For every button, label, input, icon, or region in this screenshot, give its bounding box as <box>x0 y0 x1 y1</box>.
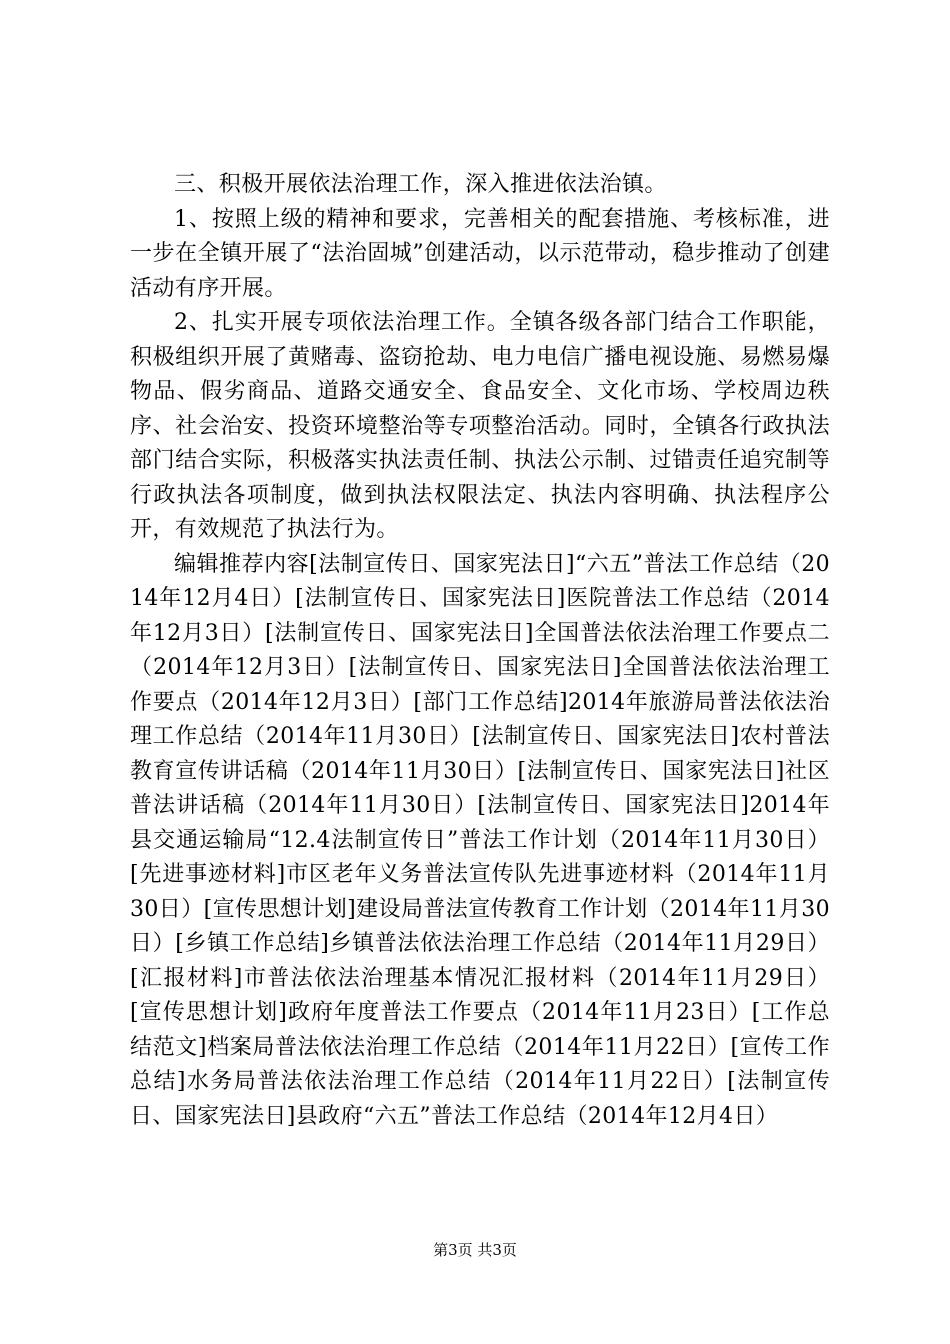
item-2-paragraph: 2、扎实开展专项依法治理工作。全镇各级各部门结合工作职能，积极组织开展了黄赌毒、盗窃抢劫、电力电信广播电视设施、易燃易爆物品、假劣商品、道路交通安全、食品安全、文化市场、学校周边秩序、社会治安、投资环境整治等专项整治活动。同时，全镇各行政执法部门结合实际，积极落实执法责任制、执法公示制、过错责任追究制等行政执法各项制度，做到执法权限法定、执法内容明确、执法程序公开，有效规范了执法行为。 <box>130 310 830 542</box>
page-number-footer: 第3页 共3页 <box>433 1241 517 1259</box>
item-1-paragraph: 1、按照上级的精神和要求，完善相关的配套措施、考核标准，进一步在全镇开展了“法治固城”创建活动，以示范带动，稳步推动了创建活动有序开展。 <box>130 206 830 301</box>
recommended-content-paragraph: 编辑推荐内容[法制宣传日、国家宪法日]“六五”普法工作总结（2014年12月4日）[法制宣传日、国家宪法日]医院普法工作总结（2014年12月3日）[法制宣传日、国家宪法日]全国普法依法治理工作要点二（2014年12月3日）[法制宣传日、国家宪法日]全国普法依法治理工作要点（2014年12月3日）[部门工作总结]2014年旅游局普法依法治理工作总结（2014年11月30日）[法制宣传日、国家宪法日]农村普法教育宣传讲话稿（2014年11月30日）[法制宣传日、国家宪法日]社区普法讲话稿（2014年11月30日）[法制宣传日、国家宪法日]2014年县交通运输局“12.4法制宣传日”普法工作计划（2014年11月30日）[先进事迹材料]市区老年义务普法宣传队先进事迹材料（2014年11月30日）[宣传思想计划]建设局普法宣传教育工作计划（2014年11月30日）[乡镇工作总结]乡镇普法依法治理工作总结（2014年11月29日）[汇报材料]市普法依法治理基本情况汇报材料（2014年11月29日）[宣传思想计划]政府年度普法工作要点（2014年11月23日）[工作总结范文]档案局普法依法治理工作总结（2014年11月22日）[宣传工作总结]水务局普法依法治理工作总结（2014年11月22日）[法制宣传日、国家宪法日]县政府“六五”普法工作总结（2014年12月4日） <box>130 551 830 1129</box>
section-heading-paragraph: 三、积极开展依法治理工作，深入推进依法治镇。 <box>174 172 667 197</box>
document-body <box>130 168 830 1134</box>
